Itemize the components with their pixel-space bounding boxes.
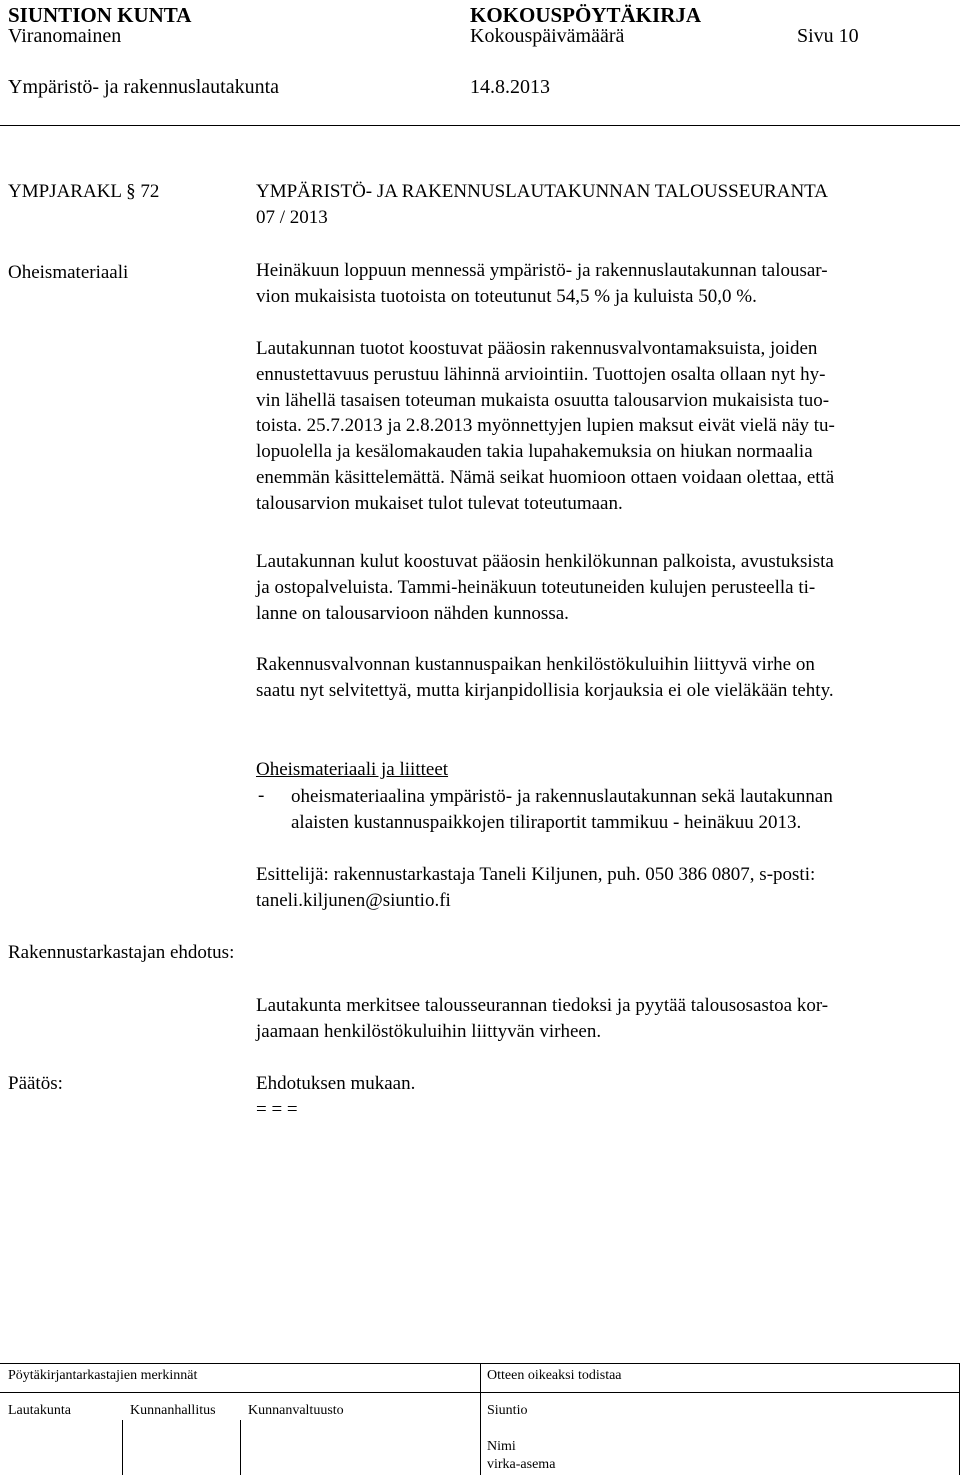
- footer-divider: [480, 1363, 481, 1475]
- paragraph-line: vion mukaisista tuotoista on toteutunut 54,5 % ja kuluista 50,0 %.: [256, 285, 757, 307]
- paragraph-line: saatu nyt selvitettyä, mutta kirjanpidollisia korjauksia ei ole vieläkään tehty.: [256, 679, 834, 701]
- document-type: KOKOUSPÖYTÄKIRJA: [470, 3, 702, 27]
- paragraph-4: [256, 652, 950, 704]
- header-rule: [0, 125, 960, 126]
- paragraph-line: lopuolella ja kesälomakauden takia lupahakemuksia on hiukan normaalia: [256, 441, 813, 463]
- date-label: Kokouspäivämäärä: [470, 25, 625, 47]
- certified-label: Otteen oikeaksi todistaa: [487, 1368, 622, 1383]
- paragraph-line: Heinäkuun loppuun mennessä ympäristö- ja rakennuslautakunnan talousar-: [256, 260, 828, 281]
- footer-col-divider-1: [122, 1420, 123, 1475]
- col-kunnanhallitus: Kunnanhallitus: [130, 1403, 216, 1418]
- col-kunnanvaltuusto: Kunnanvaltuusto: [248, 1403, 344, 1418]
- attachment-line: oheismateriaalina ympäristö- ja rakennuslautakunnan sekä lautakunnan: [291, 786, 833, 807]
- authority-name: Ympäristö- ja rakennuslautakunta: [8, 76, 280, 98]
- authority-label: Viranomainen: [8, 25, 122, 47]
- title-label: virka-asema: [487, 1457, 556, 1472]
- attachment-list: [291, 784, 951, 836]
- name-label: Nimi: [487, 1439, 516, 1454]
- proposal-line: Lautakunta merkitsee talousseurannan tiedoksi ja pyytää talousosastoa kor-: [256, 995, 829, 1016]
- item-title-line-1: YMPÄRISTÖ- JA RAKENNUSLAUTAKUNNAN TALOUSSEURANTA: [256, 181, 828, 202]
- decision-text: [256, 1071, 950, 1123]
- paragraph-3: [256, 549, 950, 626]
- paragraph-2: [256, 336, 950, 517]
- paragraph-line: vin lähellä tasaisen toteuman mukaista osuutta talousarvion mukaisista tuo-: [256, 389, 830, 411]
- attachment-line: alaisten kustannuspaikkojen tiliraportit tammikuu - heinäkuu 2013.: [291, 811, 802, 833]
- paragraph-line: Lautakunnan tuotot koostuvat pääosin rakennusvalvontamaksuista, joiden: [256, 338, 818, 359]
- attachment-label: Oheismateriaali: [8, 262, 129, 283]
- paragraph-line: toista. 25.7.2013 ja 2.8.2013 myönnettyjen lupien maksut eivät vielä näy tu-: [256, 415, 835, 437]
- proposal-text: [256, 993, 950, 1045]
- item-title-line-2: 07 / 2013: [256, 207, 328, 228]
- paragraph-line: talousarvion mukaiset tulot tulevat toteutumaan.: [256, 492, 623, 514]
- attachment-dash: -: [258, 785, 265, 806]
- presenter-email: taneli.kiljunen@siuntio.fi: [256, 889, 451, 911]
- paragraph-line: lanne on talousarvioon nähden kunnossa.: [256, 602, 569, 624]
- meeting-date: 14.8.2013: [470, 76, 550, 98]
- proposal-label: Rakennustarkastajan ehdotus:: [8, 942, 235, 963]
- proposal-line: jaamaan henkilöstökuluihin liittyvän virheen.: [256, 1020, 602, 1042]
- item-number: YMPJARAKL § 72: [8, 181, 160, 202]
- footer-col-divider-2: [240, 1420, 241, 1475]
- col-lautakunta: Lautakunta: [8, 1403, 71, 1418]
- presenter-line: Esittelijä: rakennustarkastaja Taneli Kiljunen, puh. 050 386 0807, s-posti:: [256, 864, 816, 885]
- decision-label: Päätös:: [8, 1073, 63, 1094]
- attachments-heading: Oheismateriaali ja liitteet: [256, 759, 449, 780]
- paragraph-line: ennustettavuus perustuu lähinnä arviointiin. Tuottojen osalta ollaan nyt hy-: [256, 363, 826, 385]
- presenter: [256, 862, 950, 914]
- place-label: Siuntio: [487, 1403, 528, 1418]
- decision-end-marker: = = =: [256, 1098, 298, 1120]
- page-number: Sivu 10: [797, 25, 859, 47]
- paragraph-line: Rakennusvalvonnan kustannuspaikan henkilöstökuluihin liittyvä virhe on: [256, 654, 815, 675]
- decision-line: Ehdotuksen mukaan.: [256, 1073, 416, 1094]
- signers-label: Pöytäkirjantarkastajien merkinnät: [8, 1368, 198, 1383]
- org-name: SIUNTION KUNTA: [8, 3, 192, 27]
- paragraph-line: Lautakunnan kulut koostuvat pääosin henkilökunnan palkoista, avustuksista: [256, 551, 834, 572]
- paragraph-line: ja ostopalveluista. Tammi-heinäkuun toteutuneiden kulujen perusteella ti-: [256, 576, 816, 598]
- paragraph-line: enemmän käsittelemättä. Nämä seikat huomioon ottaen voidaan olettaa, että: [256, 466, 835, 488]
- paragraph-1: [256, 258, 950, 310]
